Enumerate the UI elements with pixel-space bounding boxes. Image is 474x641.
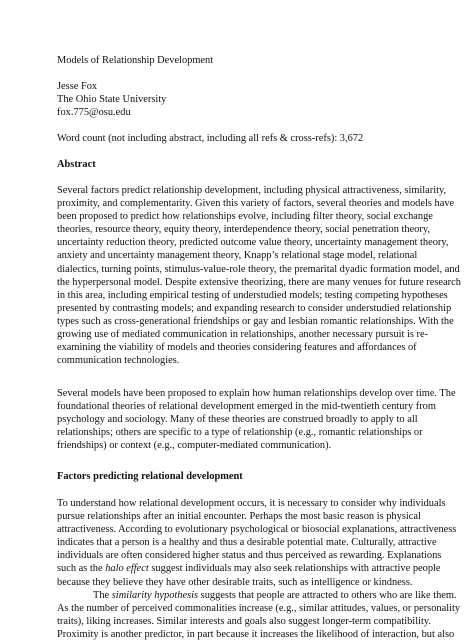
intro-line: Several models have been proposed to explain how human relationships develop over time. The: [57, 388, 456, 399]
body-line: indicates that a person is a healthy and thus a desirable potential mate. Culturally, attractive: [57, 537, 437, 549]
word-count: [57, 132, 429, 145]
abstract-line: dialectics, turning points, stimulus-value-role theory, the premarital dyadic formation model, and: [57, 263, 460, 275]
body-text: such as the: [57, 563, 106, 575]
body-text: suggest individuals may also seek relationships with attractive people: [148, 563, 441, 575]
body-line: [57, 562, 441, 575]
author-block: [57, 80, 429, 119]
author-email: fox.775@osu.edu: [57, 107, 131, 119]
abstract-line: proximity, and complementarity. Given this variety of factors, several theories and models have: [57, 198, 455, 210]
intro-line: foundational theories of relational development emerged in the mid-twentieth century from: [57, 401, 436, 413]
body-line: To understand how relational development occurs, it is necessary to consider why individuals: [57, 498, 446, 509]
section-paragraph-1: [57, 497, 457, 589]
abstract-line: types such as cross-generational friendships or gay and lesbian romantic relationships. With the: [57, 315, 454, 327]
abstract-line: anxiety and uncertainty management theory, Knapp’s relational stage model, relational: [57, 250, 418, 262]
document-title: [57, 54, 429, 67]
abstract-heading-text: Abstract: [57, 159, 96, 170]
body-line: individuals are often considered higher status and thus perceived as rewarding. Explanations: [57, 550, 442, 562]
abstract-line: in this area, including empirical testing of understudied models; testing competing hypotheses: [57, 289, 448, 301]
body-line: [57, 589, 457, 602]
body-line: because they believe they have other desirable traits, such as intelligence or kindness.: [57, 576, 413, 588]
abstract-line: growing use of mediated communication in relationships, another necessary pursuit is re-: [57, 329, 429, 341]
section-heading: [57, 470, 429, 483]
abstract-heading: [57, 158, 429, 171]
body-line: Proximity is another predictor, in part because it increases the likelihood of interaction, but also: [57, 629, 455, 641]
abstract-line: communication technologies.: [57, 355, 180, 367]
author-name: Jesse Fox: [57, 81, 98, 92]
section-paragraph-2: [57, 589, 461, 641]
body-text: The: [93, 590, 112, 601]
intro-line: friendships) or context (e.g., computer-mediated communication).: [57, 440, 332, 452]
body-line: As the number of perceived commonalities increase (e.g., similar attitudes, values, or personality: [57, 603, 461, 615]
author-affiliation: The Ohio State University: [57, 94, 167, 106]
body-line: traits), liking increases. Similar interests and goals also suggest longer-term compatibility.: [57, 616, 431, 628]
body-line: pursue relationships after an initial encounter. Perhaps the most basic reason is physical: [57, 511, 421, 523]
title-text: Models of Relationship Development: [57, 55, 214, 66]
intro-line: psychology and sociology. Many of these theories are construed broadly to apply to all: [57, 414, 418, 426]
intro-paragraph: [57, 387, 456, 452]
abstract-line: examining the viability of models and theories considering features and affordances of: [57, 342, 417, 354]
body-text: suggests that people are attracted to others who are like them.: [198, 590, 457, 601]
abstract-line: presented by contrasting models; and expanding research to consider understudied relationship: [57, 302, 452, 314]
abstract-line: been proposed to predict how relationships evolve, including filter theory, social exchange: [57, 211, 433, 223]
abstract-line: the hyperpersonal model. Despite extensive theorizing, there are many venues for future research: [57, 276, 461, 288]
word-count-text: Word count (not including abstract, including all refs & cross-refs): 3,672: [57, 133, 364, 144]
halo-effect-term: halo effect: [105, 563, 149, 575]
abstract-line: Several factors predict relationship development, including physical attractiveness, similarity,: [57, 185, 447, 196]
abstract-line: theories, resource theory, equity theory, interdependence theory, social penetration theory,: [57, 224, 430, 236]
body-line: attractiveness. According to evolutionary psychological or biosocial explanations, attractiveness: [57, 524, 457, 536]
intro-line: relationships; others are specific to a type of relationship (e.g., romantic relationships or: [57, 427, 423, 439]
abstract-paragraph: [57, 184, 461, 367]
similarity-hypothesis-term: similarity hypothesis: [111, 590, 199, 601]
abstract-line: uncertainty reduction theory, predicted outcome value theory, uncertainty management theory,: [57, 237, 449, 249]
section-heading-text: Factors predicting relational development: [57, 471, 243, 482]
